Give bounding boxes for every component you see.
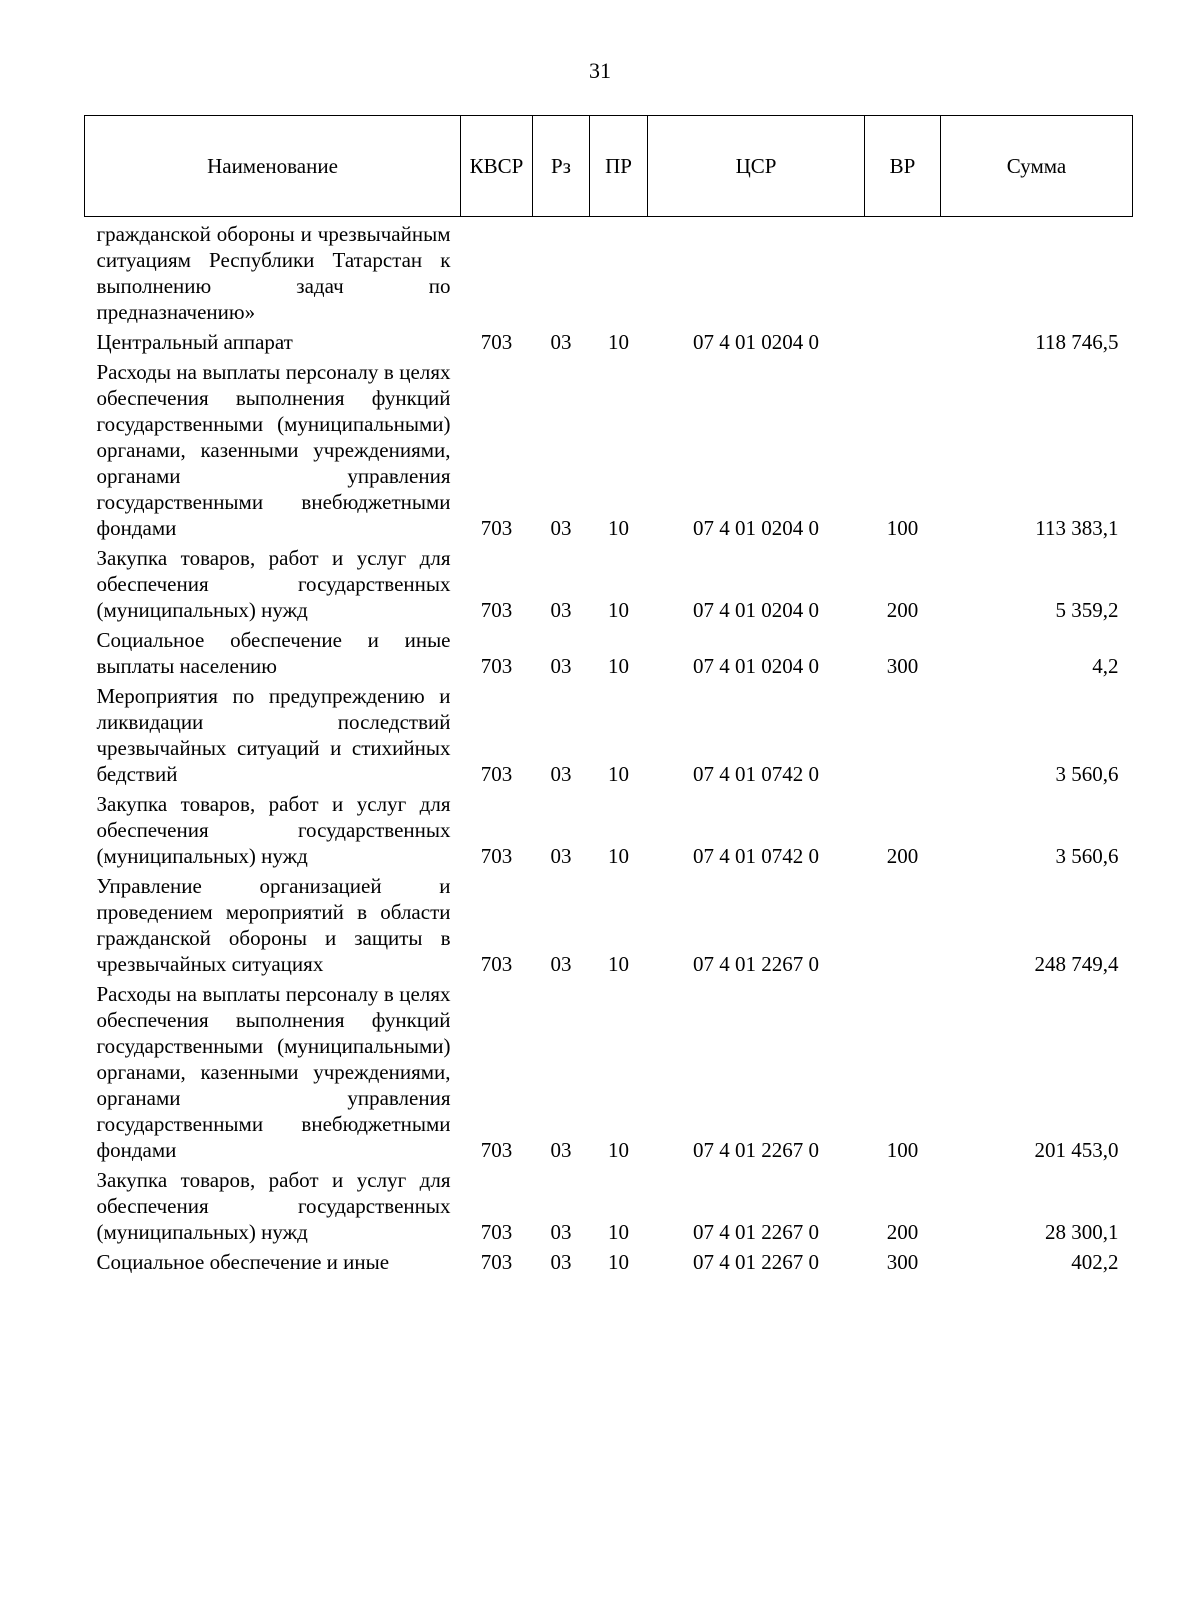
table-row <box>85 355 1133 541</box>
header-pr: ПР <box>590 116 648 217</box>
cell-csr: 07 4 01 0204 0 <box>693 654 819 678</box>
cell-csr: 07 4 01 0204 0 <box>693 330 819 354</box>
cell-name: Закупка товаров, работ и услуг для обеспечения государственных (муниципальных) нужд <box>96 1168 451 1244</box>
table-row <box>85 787 1133 869</box>
cell-csr: 07 4 01 0204 0 <box>693 598 819 622</box>
table-row <box>85 623 1133 679</box>
header-csr: ЦСР <box>648 116 865 217</box>
cell-csr: 07 4 01 2267 0 <box>693 952 819 976</box>
cell-pr: 10 <box>608 330 629 354</box>
cell-kvsr: 703 <box>480 516 513 540</box>
cell-sum: 3 560,6 <box>1055 762 1119 786</box>
cell-rz: 03 <box>550 844 572 868</box>
cell-name: Центральный аппарат <box>96 330 293 354</box>
cell-pr: 10 <box>608 598 629 622</box>
cell-rz: 03 <box>550 598 572 622</box>
cell-sum: 248 749,4 <box>1034 952 1119 976</box>
cell-csr: 07 4 01 0204 0 <box>693 516 819 540</box>
cell-sum: 4,2 <box>1092 654 1119 678</box>
header-kvsr: КВСР <box>461 116 533 217</box>
table-row <box>85 217 1133 326</box>
budget-table <box>84 115 1133 1275</box>
cell-csr <box>648 217 865 326</box>
cell-kvsr <box>461 217 533 326</box>
header-sum: Сумма <box>941 116 1133 217</box>
cell-sum: 402,2 <box>1071 1250 1119 1274</box>
table-row <box>85 325 1133 355</box>
cell-kvsr: 703 <box>480 1250 513 1274</box>
header-rz: Рз <box>533 116 590 217</box>
cell-pr: 10 <box>608 1220 629 1244</box>
cell-sum: 5 359,2 <box>1055 598 1119 622</box>
cell-kvsr: 703 <box>480 952 513 976</box>
table-row <box>85 1163 1133 1245</box>
cell-rz: 03 <box>550 1220 572 1244</box>
table-row <box>85 977 1133 1163</box>
cell-name: Закупка товаров, работ и услуг для обеспечения государственных (муниципальных) нужд <box>96 792 451 868</box>
cell-sum: 28 300,1 <box>1045 1220 1119 1244</box>
cell-name: Социальное обеспечение и иные <box>96 1250 390 1274</box>
header-name: Наименование <box>85 116 461 217</box>
cell-name: Закупка товаров, работ и услуг для обеспечения государственных (муниципальных) нужд <box>96 546 451 622</box>
cell-vr: 100 <box>886 516 919 540</box>
cell-rz: 03 <box>550 952 572 976</box>
cell-vr <box>865 679 941 787</box>
table-row <box>85 679 1133 787</box>
header-vr: ВР <box>865 116 941 217</box>
cell-pr: 10 <box>608 654 629 678</box>
table-header <box>85 116 1133 217</box>
cell-rz: 03 <box>550 1250 572 1274</box>
cell-kvsr: 703 <box>480 598 513 622</box>
cell-sum: 113 383,1 <box>1035 516 1119 540</box>
cell-name: Социальное обеспечение и иные выплаты населению <box>96 628 451 678</box>
cell-vr: 300 <box>886 654 919 678</box>
cell-sum <box>941 217 1133 326</box>
table-row <box>85 1245 1133 1275</box>
cell-vr: 100 <box>886 1138 919 1162</box>
cell-sum: 201 453,0 <box>1034 1138 1119 1162</box>
cell-kvsr: 703 <box>480 654 513 678</box>
table-row <box>85 541 1133 623</box>
cell-rz: 03 <box>550 1138 572 1162</box>
cell-kvsr: 703 <box>480 762 513 786</box>
cell-vr <box>865 869 941 977</box>
cell-csr: 07 4 01 2267 0 <box>693 1138 819 1162</box>
table-body <box>85 217 1133 1276</box>
cell-pr <box>590 217 648 326</box>
cell-rz: 03 <box>550 654 572 678</box>
cell-csr: 07 4 01 0742 0 <box>693 844 819 868</box>
cell-csr: 07 4 01 2267 0 <box>693 1220 819 1244</box>
cell-name: Мероприятия по предупреждению и ликвидации последствий чрезвычайных ситуаций и стихийных бедствий <box>96 684 451 786</box>
cell-vr: 200 <box>886 844 919 868</box>
cell-kvsr: 703 <box>480 844 513 868</box>
cell-rz <box>533 217 590 326</box>
cell-kvsr: 703 <box>480 1138 513 1162</box>
cell-rz: 03 <box>550 762 572 786</box>
cell-pr: 10 <box>608 952 629 976</box>
cell-pr: 10 <box>608 516 629 540</box>
cell-pr: 10 <box>608 844 629 868</box>
cell-vr <box>865 217 941 326</box>
cell-pr: 10 <box>608 762 629 786</box>
cell-vr <box>865 325 941 355</box>
table-row <box>85 869 1133 977</box>
cell-vr: 200 <box>886 598 919 622</box>
cell-name: Расходы на выплаты персоналу в целях обеспечения выполнения функций государственными (муниципальными) органами, казенными учреждениями, органами управления государственными внебюджетными фондами <box>96 982 451 1162</box>
cell-kvsr: 703 <box>480 1220 513 1244</box>
cell-vr: 300 <box>886 1250 919 1274</box>
cell-sum: 3 560,6 <box>1055 844 1119 868</box>
cell-csr: 07 4 01 2267 0 <box>693 1250 819 1274</box>
page-number: 31 <box>589 58 611 83</box>
cell-kvsr: 703 <box>480 330 513 354</box>
cell-name: Расходы на выплаты персоналу в целях обеспечения выполнения функций государственными (муниципальными) органами, казенными учреждениями, органами управления государственными внебюджетными фондами <box>96 360 451 540</box>
cell-sum: 118 746,5 <box>1035 330 1119 354</box>
cell-pr: 10 <box>608 1250 629 1274</box>
cell-pr: 10 <box>608 1138 629 1162</box>
cell-rz: 03 <box>550 330 572 354</box>
cell-vr: 200 <box>886 1220 919 1244</box>
cell-name: Управление организацией и проведением мероприятий в области гражданской обороны и защиты в чрезвычайных ситуациях <box>96 874 451 976</box>
cell-csr: 07 4 01 0742 0 <box>693 762 819 786</box>
cell-name: гражданской обороны и чрезвычайным ситуациям Республики Татарстан к выполнению задач по предназначению» <box>96 222 451 324</box>
cell-rz: 03 <box>550 516 572 540</box>
